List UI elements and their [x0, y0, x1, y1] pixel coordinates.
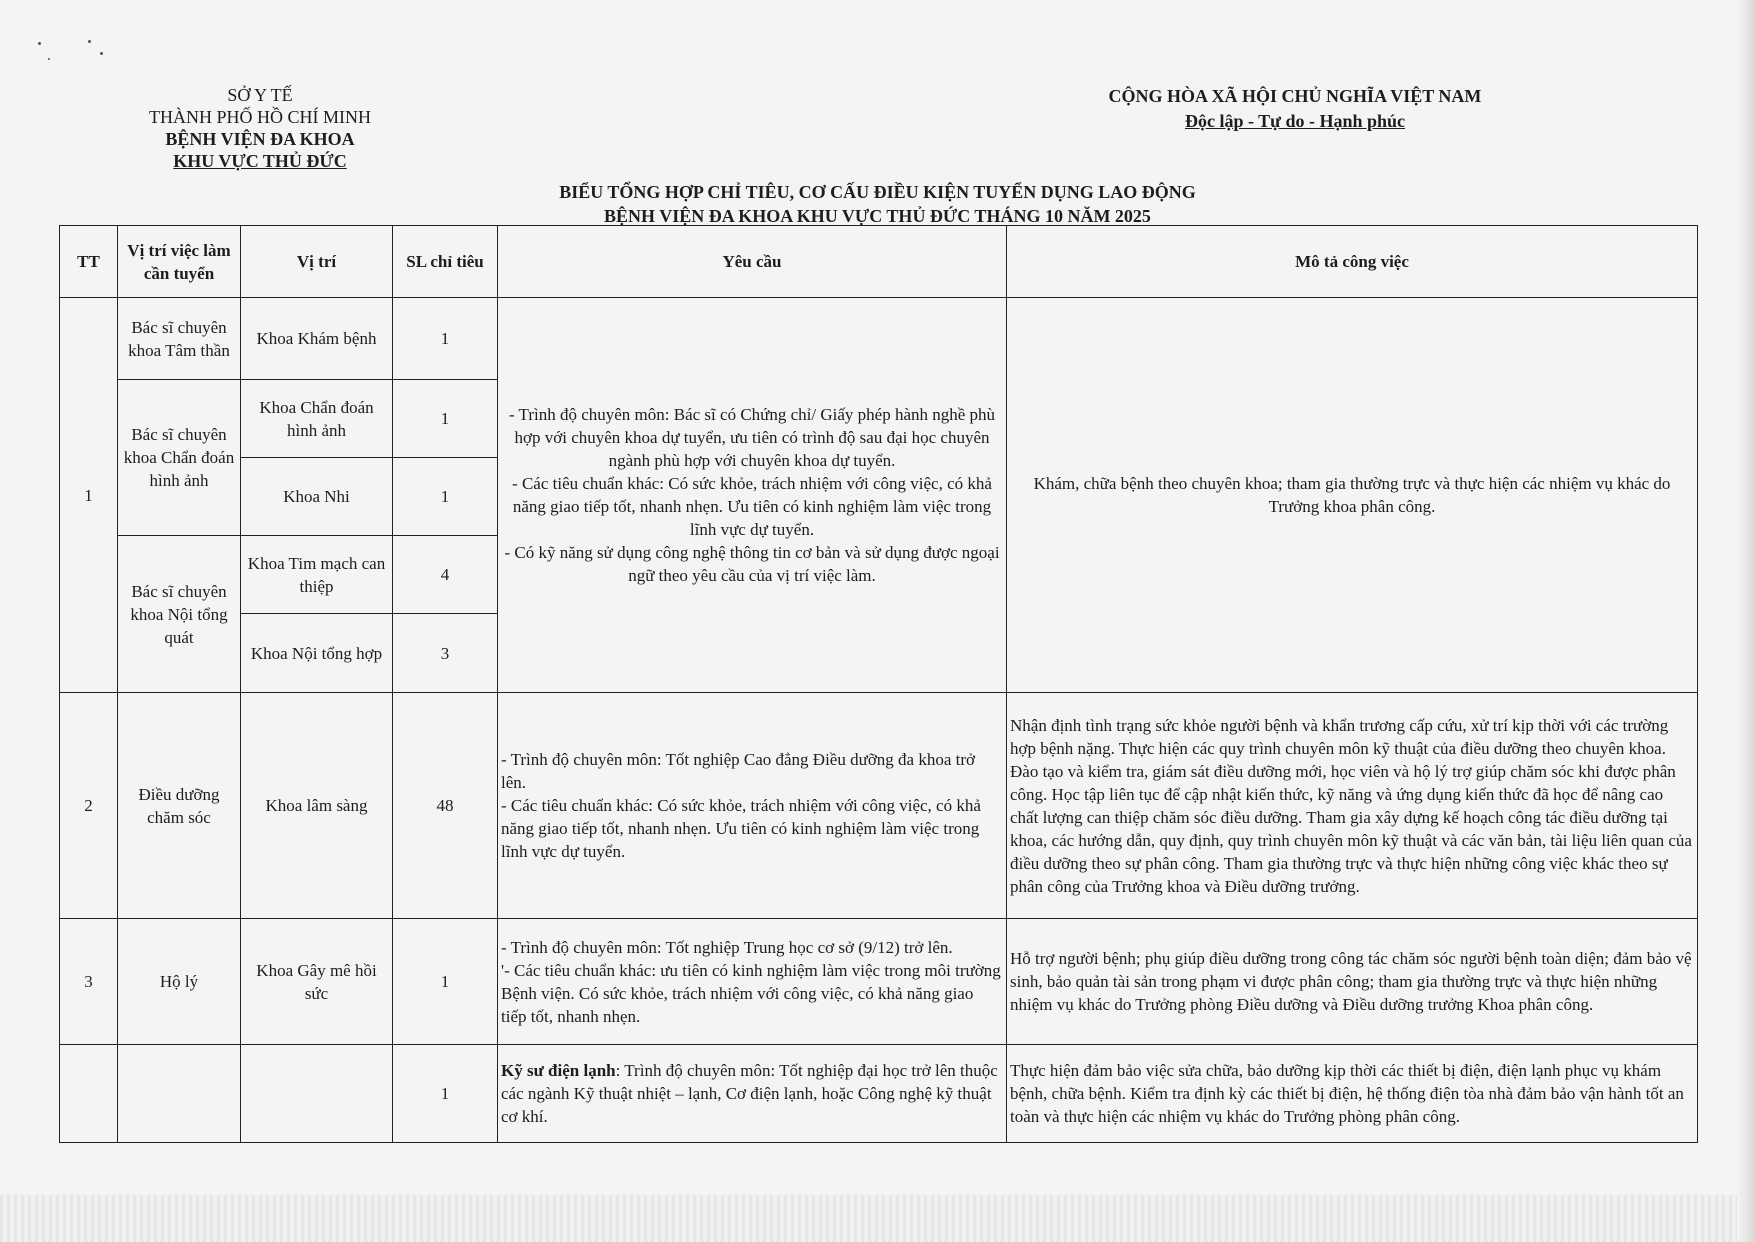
row-number: 1 [60, 298, 118, 693]
requirement-cell: - Trình độ chuyên môn: Bác sĩ có Chứng chỉ/ Giấy phép hành nghề phù hợp với chuyên khoa dự tuyển, ưu tiên có trình độ sau đại học chuyên ngành phù hợp với chuyên khoa dự tuyển. - Các tiêu chuẩn khác: Có sức khỏe, trách nhiệm với công việc, có khả năng giao tiếp tốt, nhanh nhẹn. Ưu tiên có kinh nghiệm làm việc trong lĩnh vực dự tuyển. - Có kỹ năng sử dụng công nghệ thông tin cơ bản và sử dụng được ngoại ngữ theo yêu cầu của vị trí việc làm. [498, 298, 1007, 693]
position-cell: Bác sĩ chuyên khoa Nội tổng quát [118, 536, 241, 693]
scan-speck [38, 42, 41, 45]
header-department: Vị trí [241, 226, 393, 298]
hospital-line: BỆNH VIỆN ĐA KHOA [165, 129, 355, 149]
scan-speck [100, 52, 103, 55]
table-header-row [60, 226, 1698, 298]
recruitment-table [59, 225, 1698, 1143]
department-cell: Khoa Chẩn đoán hình ảnh [241, 380, 393, 458]
department-cell-empty [241, 1045, 393, 1143]
scan-speck [88, 40, 91, 43]
quota-cell: 48 [393, 693, 498, 919]
ministry-line: SỞ Y TẾ [227, 85, 293, 105]
row-number: 2 [60, 693, 118, 919]
quota-cell: 1 [393, 458, 498, 536]
table-row [60, 298, 1698, 380]
agency-header [120, 84, 400, 172]
title-line-1: BIỂU TỔNG HỢP CHỈ TIÊU, CƠ CẤU ĐIỀU KIỆN TUYỂN DỤNG LAO ĐỘNG [559, 182, 1196, 202]
department-cell: Khoa Tim mạch can thiệp [241, 536, 393, 614]
description-cell: Thực hiện đảm bảo việc sửa chữa, bảo dưỡng kịp thời các thiết bị điện, điện lạnh phục vụ khám bệnh, chữa bệnh. Kiểm tra định kỳ các thiết bị điện, hệ thống điện tòa nhà đảm bảo vận hành tốt an toàn và thực hiện các nhiệm vụ khác do Trưởng phòng phân công. [1007, 1045, 1698, 1143]
department-cell: Khoa Khám bệnh [241, 298, 393, 380]
quota-cell: 1 [393, 1045, 498, 1143]
quota-cell: 3 [393, 614, 498, 693]
description-cell: Nhận định tình trạng sức khỏe người bệnh và khẩn trương cấp cứu, xử trí kịp thời với các trường hợp bệnh nặng. Thực hiện các quy trình chuyên môn kỹ thuật của điều dưỡng theo chuyên khoa. Đào tạo và kiểm tra, giám sát điều dưỡng mới, học viên và hộ lý trợ giúp chăm sóc khi được phân công. Học tập liên tục để cập nhật kiến thức, kỹ năng và ứng dụng kiến thức đã học để nâng cao chất lượng can thiệp chăm sóc điều dưỡng. Tham gia xây dựng kế hoạch công tác điều dưỡng tại khoa, các hướng dẫn, quy định, quy trình chuyên môn kỹ thuật và các văn bản, tài liệu liên quan của điều dưỡng theo sự phân công. Tham gia thường trực và thực hiện những công việc khác theo sự phân công của Trưởng khoa và Điều dưỡng trưởng. [1007, 693, 1698, 919]
requirement-bold-label: Kỹ sư điện lạnh [501, 1061, 616, 1080]
national-motto: Độc lập - Tự do - Hạnh phúc [1184, 111, 1406, 131]
header-tt: TT [60, 226, 118, 298]
quota-cell: 4 [393, 536, 498, 614]
quota-cell: 1 [393, 919, 498, 1045]
scan-edge-shadow [1737, 0, 1755, 1242]
position-cell: Bác sĩ chuyên khoa Chẩn đoán hình ảnh [118, 380, 241, 536]
header-description: Mô tả công việc [1007, 226, 1698, 298]
table-row [60, 919, 1698, 1045]
position-cell: Hộ lý [118, 919, 241, 1045]
description-cell: Hỗ trợ người bệnh; phụ giúp điều dưỡng trong công tác chăm sóc người bệnh toàn diện; đảm bảo vệ sinh, bảo quản tài sản trong phạm vi được phân công; tham gia thường trực và thực hiện những nhiệm vụ khác do Trưởng phòng Điều dưỡng và Điều dưỡng trưởng Khoa phân công. [1007, 919, 1698, 1045]
requirement-cell [498, 1045, 1007, 1143]
position-cell: Bác sĩ chuyên khoa Tâm thần [118, 298, 241, 380]
department-cell: Khoa Nội tổng hợp [241, 614, 393, 693]
header-requirement: Yêu cầu [498, 226, 1007, 298]
requirement-cell: - Trình độ chuyên môn: Tốt nghiệp Trung học cơ sở (9/12) trở lên. '- Các tiêu chuẩn khác: ưu tiên có kinh nghiệm làm việc trong môi trường Bệnh viện. Có sức khỏe, trách nhiệm với công việc, có khả năng giao tiếp tốt, nhanh nhẹn. [498, 919, 1007, 1045]
requirement-cell: - Trình độ chuyên môn: Tốt nghiệp Cao đẳng Điều dưỡng đa khoa trở lên. - Các tiêu chuẩn khác: Có sức khỏe, trách nhiệm với công việc, có khả năng giao tiếp tốt, nhanh nhẹn. Ưu tiên có kinh nghiệm làm việc trong lĩnh vực dự tuyển. [498, 693, 1007, 919]
table-row [60, 1045, 1698, 1143]
description-cell: Khám, chữa bệnh theo chuyên khoa; tham gia thường trực và thực hiện các nhiệm vụ khác do Trưởng khoa phân công. [1007, 298, 1698, 693]
scan-noise-strip [0, 1195, 1755, 1242]
country-name: CỘNG HÒA XÃ HỘI CHỦ NGHĨA VIỆT NAM [1108, 86, 1482, 106]
requirement-text: : Trình độ chuyên môn: Tốt nghiệp đại học trở lên thuộc các ngành Kỹ thuật nhiệt – lạnh, Cơ điện lạnh, hoặc Công nghệ kỹ thuật cơ khí. [501, 1061, 998, 1126]
position-cell-empty [118, 1045, 241, 1143]
header-quota: SL chỉ tiêu [393, 226, 498, 298]
department-cell: Khoa lâm sàng [241, 693, 393, 919]
header-position: Vị trí việc làm cần tuyển [118, 226, 241, 298]
table-row [60, 693, 1698, 919]
document-title [0, 180, 1755, 228]
national-header [1090, 84, 1500, 134]
quota-cell: 1 [393, 380, 498, 458]
row-number-empty [60, 1045, 118, 1143]
row-number: 3 [60, 919, 118, 1045]
position-cell: Điều dưỡng chăm sóc [118, 693, 241, 919]
title-line-2: BỆNH VIỆN ĐA KHOA KHU VỰC THỦ ĐỨC THÁNG 10 NĂM 2025 [604, 206, 1151, 226]
city-line: THÀNH PHỐ HỒ CHÍ MINH [149, 107, 371, 127]
department-cell: Khoa Gây mê hồi sức [241, 919, 393, 1045]
quota-cell: 1 [393, 298, 498, 380]
scan-speck [48, 58, 50, 60]
district-line: KHU VỰC THỦ ĐỨC [173, 151, 347, 171]
department-cell: Khoa Nhi [241, 458, 393, 536]
